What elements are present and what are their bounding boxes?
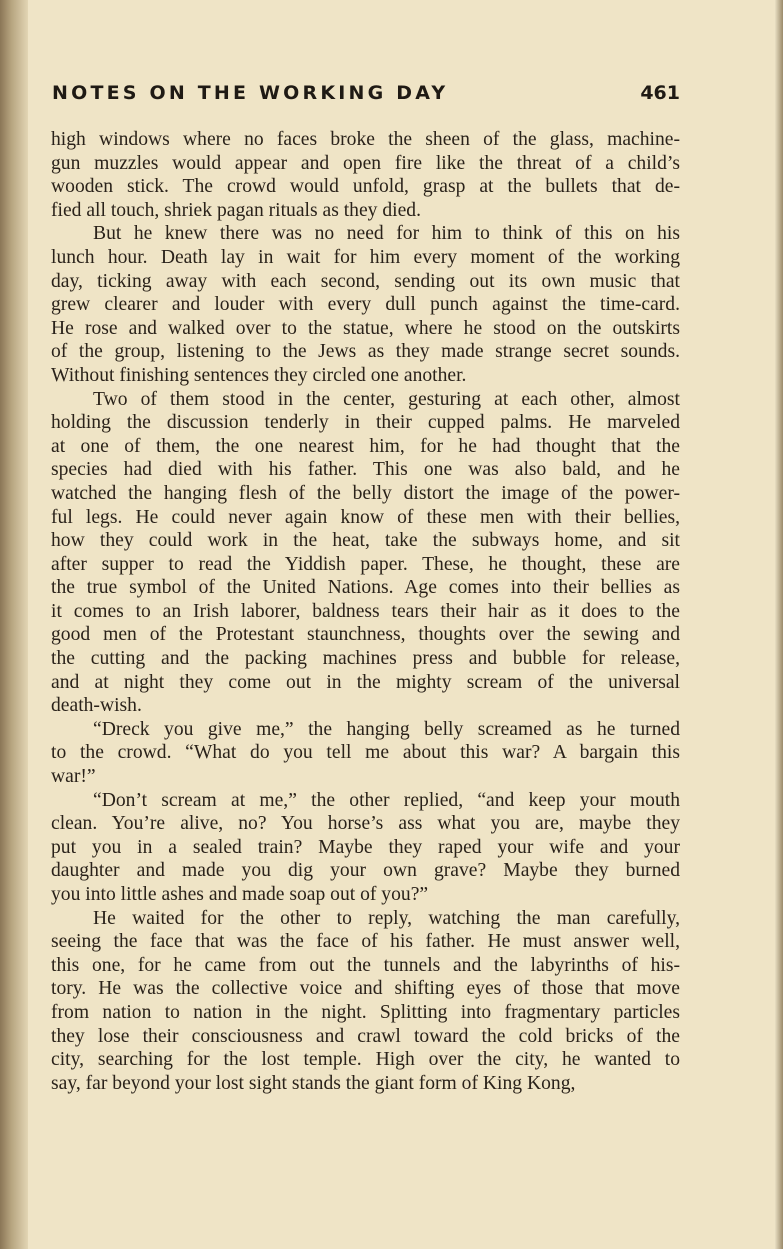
text-line: He rose and walked over to the statue, where he stood on the outskirts [51, 317, 680, 339]
text-line: watched the hanging flesh of the belly distort the image of the power- [51, 482, 680, 504]
text-line: “Don’t scream at me,” the other replied, “and keep your mouth [93, 789, 680, 811]
paragraph [51, 789, 680, 907]
body-text [51, 128, 680, 1095]
text-line: holding the discussion tenderly in their cupped palms. He marveled [51, 412, 680, 434]
text-line: you into little ashes and made soap out of you?” [51, 884, 429, 905]
text-line: city, searching for the lost temple. High over the city, he wanted to [51, 1049, 680, 1071]
text-line: they lose their consciousness and crawl toward the cold bricks of the [51, 1025, 680, 1047]
text-line: He waited for the other to reply, watching the man carefully, [93, 907, 680, 929]
text-line: tory. He was the collective voice and shifting eyes of those that move [51, 978, 680, 1000]
text-line: death-wish. [51, 695, 142, 717]
paragraph [51, 128, 680, 222]
text-line: Two of them stood in the center, gesturing at each other, almost [93, 388, 680, 410]
paragraph [51, 222, 680, 387]
text-line: ful legs. He could never again know of these men with their bellies, [51, 506, 680, 528]
text-line: war!” [51, 766, 96, 788]
book-spine-shadow [0, 0, 28, 1249]
text-line: gun muzzles would appear and open fire like the threat of a child’s [51, 152, 680, 174]
page-number: 461 [640, 82, 680, 104]
text-line: wooden stick. The crowd would unfold, grasp at the bullets that de- [51, 176, 680, 198]
text-line: lunch hour. Death lay in wait for him every moment of the working [51, 246, 680, 268]
text-line: after supper to read the Yiddish paper. These, he thought, these are [51, 553, 680, 575]
paragraph [51, 907, 680, 1096]
text-line: it comes to an Irish laborer, baldness tears their hair as it does to the [51, 600, 680, 622]
text-line: at one of them, the one nearest him, for he had thought that the [51, 435, 680, 457]
text-line: high windows where no faces broke the sheen of the glass, machine- [51, 129, 680, 150]
text-line: fied all touch, shriek pagan rituals as they died. [51, 199, 421, 221]
text-line: say, far beyond your lost sight stands the giant form of King Kong, [51, 1072, 576, 1094]
paragraph [51, 388, 680, 718]
text-line: good men of the Protestant staunchness, thoughts over the sewing and [51, 624, 680, 646]
text-line: But he knew there was no need for him to think of this on his [93, 223, 680, 245]
page-edge [775, 0, 783, 1249]
text-line: of the group, listening to the Jews as they made strange secret sounds. [51, 341, 680, 363]
text-line: species had died with his father. This one was also bald, and he [51, 459, 680, 481]
page-header [52, 82, 680, 112]
paragraph [51, 718, 680, 789]
text-line: how they could work in the heat, take the subways home, and sit [51, 530, 680, 552]
text-line: daughter and made you dig your own grave? Maybe they burned [51, 860, 680, 882]
text-line: and at night they come out in the mighty scream of the universal [51, 671, 680, 693]
text-line: day, ticking away with each second, sending out its own music that [51, 270, 680, 292]
text-line: seeing the face that was the face of his father. He must answer well, [51, 931, 680, 953]
running-title: NOTES ON THE WORKING DAY [52, 82, 449, 104]
text-line: to the crowd. “What do you tell me about this war? A bargain this [51, 742, 680, 764]
text-line: clean. You’re alive, no? You horse’s ass what you are, maybe they [51, 813, 680, 835]
text-line: the true symbol of the United Nations. Age comes into their bellies as [51, 577, 680, 599]
text-line: Without finishing sentences they circled one another. [51, 364, 467, 386]
text-line: from nation to nation in the night. Splitting into fragmentary particles [51, 1001, 680, 1023]
text-line: the cutting and the packing machines press and bubble for release, [51, 648, 680, 670]
text-line: put you in a sealed train? Maybe they raped your wife and your [51, 836, 680, 858]
text-line: “Dreck you give me,” the hanging belly screamed as he turned [93, 718, 680, 740]
text-line: this one, for he came from out the tunnels and the labyrinths of his- [51, 954, 680, 976]
text-line: grew clearer and louder with every dull punch against the time-card. [51, 294, 680, 316]
